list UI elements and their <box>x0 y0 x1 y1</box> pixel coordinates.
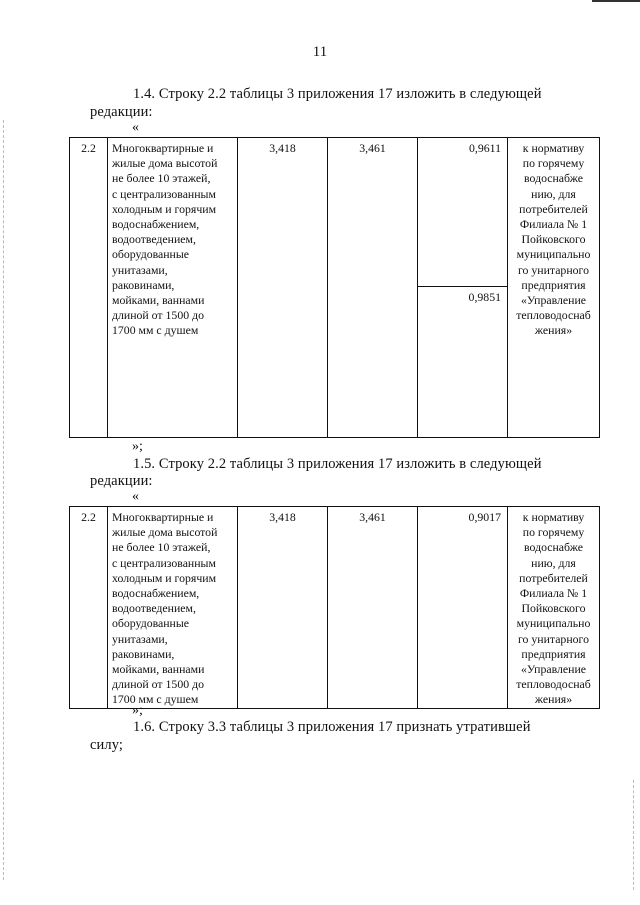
cell-value-2: 3,461 <box>328 138 418 438</box>
description-line: холодным и горячим <box>112 201 217 216</box>
note-line: потребителей <box>519 570 588 585</box>
description-line: не более 10 этажей, <box>112 171 211 186</box>
description-line: водоотведением, <box>112 232 196 247</box>
note-line: потребителей <box>519 201 588 216</box>
note-line: муниципально <box>516 247 591 262</box>
cell-note <box>508 138 600 438</box>
norm-table-1-4 <box>69 137 600 438</box>
description-line: водоснабжением, <box>112 586 200 601</box>
description-line: водоснабжением, <box>112 217 200 232</box>
cell-row-number: 2.2 <box>70 507 108 709</box>
cell-value-1: 3,418 <box>238 507 328 709</box>
note-line: по горячему <box>522 525 585 540</box>
description-line: с централизованным <box>112 186 216 201</box>
note-line: водоснабже <box>524 171 583 186</box>
note-line: Пойковского <box>521 601 586 616</box>
description-line: с централизованным <box>112 555 216 570</box>
note-line: муниципально <box>516 616 591 631</box>
description-line: унитазами, <box>112 262 168 277</box>
item-1-5-line1: 1.5. Строку 2.2 таблицы 3 приложения 17 изложить в следующей <box>133 456 542 472</box>
note-line: тепловодоснаб <box>516 677 591 692</box>
note-line: предприятия <box>521 646 586 661</box>
note-line: го унитарного <box>517 262 589 277</box>
opening-quote: « <box>132 120 139 135</box>
cell-value-3b: 0,9851 <box>418 287 508 438</box>
note-line: го унитарного <box>517 631 589 646</box>
opening-quote: « <box>132 489 139 504</box>
description-line: раковинами, <box>112 646 175 661</box>
item-1-4-line1: 1.4. Строку 2.2 таблицы 3 приложения 17 изложить в следующей <box>133 86 542 102</box>
cell-row-number: 2.2 <box>70 138 108 438</box>
cell-value-2: 3,461 <box>328 507 418 709</box>
scan-left-edge <box>3 120 5 880</box>
description-line: жилые дома высотой <box>112 525 218 540</box>
note-line: «Управление <box>520 293 587 308</box>
norm-table-1-5 <box>69 506 600 709</box>
description-line: 1700 мм с душем <box>112 692 199 707</box>
description-line: длиной от 1500 до <box>112 677 204 692</box>
description-line: водоотведением, <box>112 601 196 616</box>
description-line: мойками, ваннами <box>112 293 205 308</box>
cell-value-3a: 0,9611 <box>418 138 508 287</box>
cell-building-description <box>108 507 238 709</box>
note-line: к нормативу <box>522 510 585 524</box>
note-line: нию, для <box>531 555 576 570</box>
note-line: жения» <box>534 692 573 707</box>
item-1-4-line2: редакции: <box>90 104 153 120</box>
note-line: к нормативу <box>522 141 585 155</box>
description-line: длиной от 1500 до <box>112 308 204 323</box>
note-line: жения» <box>534 323 573 338</box>
note-line: предприятия <box>521 277 586 292</box>
description-line: не более 10 этажей, <box>112 540 211 555</box>
closing-quote: »; <box>132 703 143 718</box>
note-line: водоснабже <box>524 540 583 555</box>
note-line: по горячему <box>522 156 585 171</box>
scan-top-rule <box>592 0 640 2</box>
description-line: Многоквартирные и <box>112 141 214 155</box>
item-1-6-line1: 1.6. Строку 3.3 таблицы 3 приложения 17 признать утратившей <box>133 719 531 735</box>
page-number: 11 <box>312 44 328 60</box>
description-line: мойками, ваннами <box>112 662 205 677</box>
closing-quote: »; <box>132 439 143 454</box>
cell-value-1: 3,418 <box>238 138 328 438</box>
item-1-5-line2: редакции: <box>90 473 153 489</box>
note-line: Пойковского <box>521 232 586 247</box>
description-line: 1700 мм с душем <box>112 323 199 338</box>
scan-right-edge <box>633 780 635 890</box>
note-line: «Управление <box>520 662 587 677</box>
cell-building-description <box>108 138 238 438</box>
description-line: жилые дома высотой <box>112 156 218 171</box>
note-line: тепловодоснаб <box>516 308 591 323</box>
description-line: Многоквартирные и <box>112 510 214 524</box>
note-line: Филиала № 1 <box>519 586 588 601</box>
description-line: оборудованные <box>112 247 190 262</box>
description-line: унитазами, <box>112 631 168 646</box>
description-line: холодным и горячим <box>112 570 217 585</box>
cell-value-3: 0,9017 <box>418 507 508 709</box>
note-line: Филиала № 1 <box>519 217 588 232</box>
description-line: оборудованные <box>112 616 190 631</box>
cell-note <box>508 507 600 709</box>
description-line: раковинами, <box>112 277 175 292</box>
item-1-6-line2: силу; <box>90 737 124 753</box>
note-line: нию, для <box>531 186 576 201</box>
